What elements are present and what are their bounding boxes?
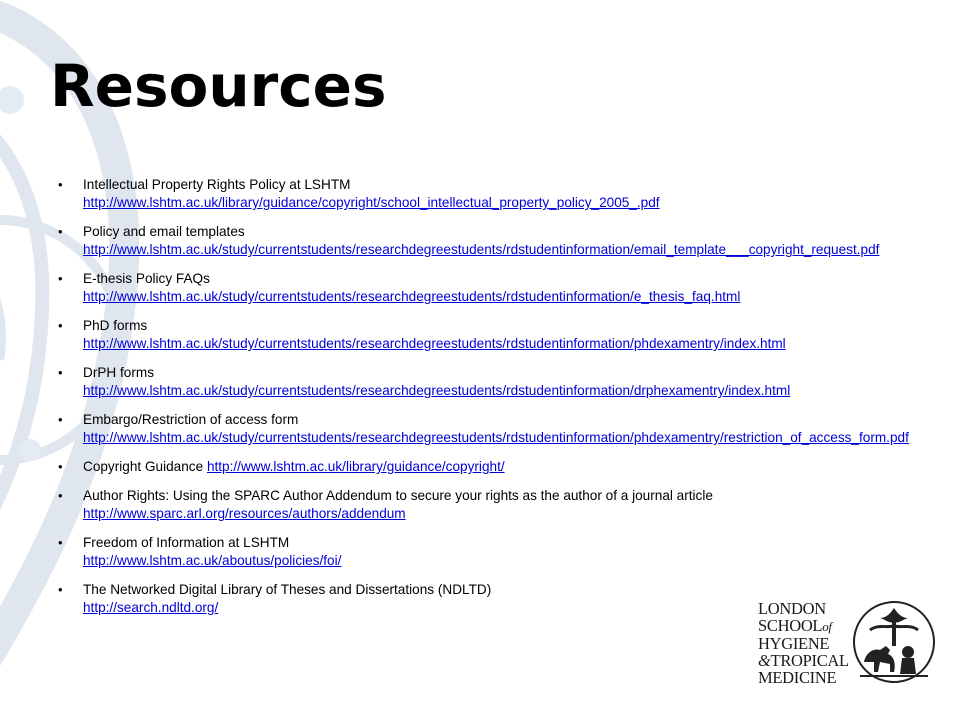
- logo-line: &TROPICAL: [758, 651, 849, 670]
- resource-link[interactable]: http://www.lshtm.ac.uk/aboutus/policies/foi/: [83, 553, 342, 568]
- list-item: [58, 411, 954, 447]
- logo-line: HYGIENE: [758, 634, 830, 653]
- resource-label: The Networked Digital Library of Theses and Dissertations (NDLTD): [83, 582, 492, 597]
- resource-label: Author Rights: Using the SPARC Author Addendum to secure your rights as the author of a journal article: [83, 488, 713, 503]
- resource-link[interactable]: http://www.lshtm.ac.uk/library/guidance/copyright/: [206, 459, 505, 474]
- resource-label: E-thesis Policy FAQs: [83, 271, 210, 286]
- resource-label: Freedom of Information at LSHTM: [83, 535, 290, 550]
- list-item: [58, 176, 954, 212]
- list-item: [58, 364, 954, 400]
- page-title: Resources: [50, 52, 387, 120]
- resource-label: Copyright Guidance: [83, 459, 204, 474]
- resource-label: Intellectual Property Rights Policy at LSHTM: [83, 177, 351, 192]
- logo-line: MEDICINE: [758, 668, 837, 687]
- list-item: [58, 534, 954, 570]
- logo-line: LONDON: [758, 599, 826, 618]
- resource-label: Policy and email templates: [83, 224, 245, 239]
- resource-link[interactable]: http://www.lshtm.ac.uk/study/currentstudents/researchdegreestudents/rdstudentinformation/e_thesis_faq.html: [83, 289, 741, 304]
- resource-link[interactable]: http://search.ndltd.org/: [83, 600, 219, 615]
- resource-label: DrPH forms: [83, 365, 154, 380]
- resource-link[interactable]: http://www.lshtm.ac.uk/study/currentstudents/researchdegreestudents/rdstudentinformation/phdexamentry/index.html: [83, 336, 786, 351]
- logo-line: SCHOOLof: [758, 616, 832, 635]
- resource-list: [58, 176, 954, 628]
- resource-link[interactable]: http://www.lshtm.ac.uk/study/currentstudents/researchdegreestudents/rdstudentinformation/email_template___copyright_request.pdf: [83, 242, 880, 257]
- resource-label: PhD forms: [83, 318, 148, 333]
- lshtm-crest-icon: [850, 600, 938, 685]
- list-item: [58, 270, 954, 306]
- lshtm-logo: [758, 600, 940, 685]
- resource-link[interactable]: http://www.lshtm.ac.uk/study/currentstudents/researchdegreestudents/rdstudentinformation/drphexamentry/index.html: [83, 383, 791, 398]
- list-item: [58, 458, 954, 476]
- list-item: [58, 487, 954, 523]
- resource-link[interactable]: http://www.lshtm.ac.uk/study/currentstudents/researchdegreestudents/rdstudentinformation/phdexamentry/restriction_of_access_form.pdf: [83, 430, 909, 445]
- resource-link[interactable]: http://www.lshtm.ac.uk/library/guidance/copyright/school_intellectual_property_policy_2005_.pdf: [83, 195, 660, 210]
- list-item: [58, 223, 954, 259]
- resource-link[interactable]: http://www.sparc.arl.org/resources/authors/addendum: [83, 506, 406, 521]
- logo-wordmark: [758, 600, 853, 686]
- list-item: [58, 317, 954, 353]
- resource-label: Embargo/Restriction of access form: [83, 412, 299, 427]
